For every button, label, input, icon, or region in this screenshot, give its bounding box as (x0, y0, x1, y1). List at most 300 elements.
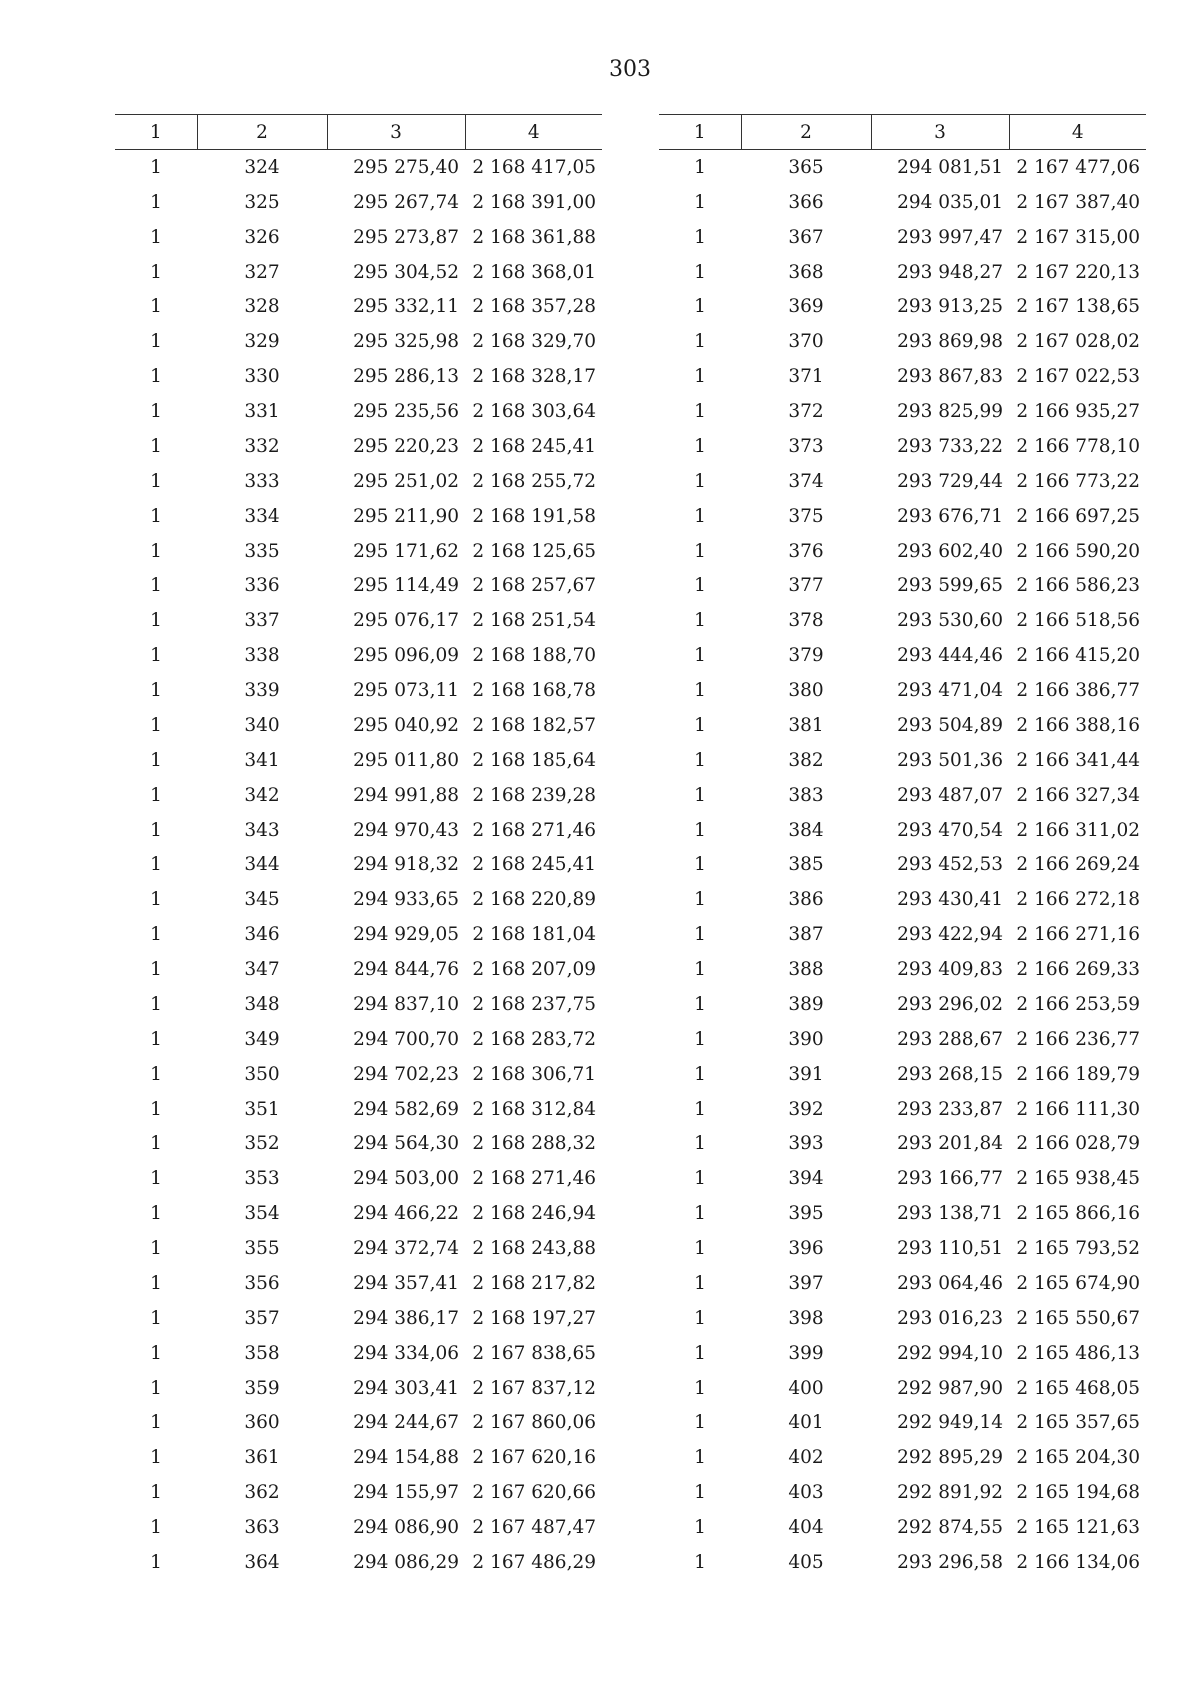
cell-x-coordinate: 294 837,10 (353, 993, 459, 1015)
cell-y-coordinate: 2 166 272,18 (1016, 889, 1140, 911)
cell-y-coordinate: 2 168 357,28 (472, 296, 596, 318)
cell-y-coordinate: 2 168 251,54 (472, 610, 596, 632)
cell-point-number: 358 (244, 1342, 280, 1364)
cell-col-1: 1 (694, 261, 706, 283)
cell-y-coordinate: 2 167 620,66 (472, 1482, 596, 1504)
cell-x-coordinate: 293 138,71 (897, 1203, 1003, 1225)
cell-col-1: 1 (150, 1028, 162, 1050)
cell-x-coordinate: 295 220,23 (353, 435, 459, 457)
cell-point-number: 354 (244, 1203, 280, 1225)
cell-y-coordinate: 2 168 391,00 (472, 191, 596, 213)
cell-col-1: 1 (694, 1168, 706, 1190)
cell-point-number: 346 (244, 924, 280, 946)
cell-col-1: 1 (694, 401, 706, 423)
cell-point-number: 331 (244, 401, 280, 423)
cell-y-coordinate: 2 168 245,41 (472, 435, 596, 457)
table-row (115, 290, 602, 325)
table-row (659, 1475, 1146, 1510)
table-row (659, 638, 1146, 673)
cell-point-number: 332 (244, 435, 280, 457)
cell-x-coordinate: 294 372,74 (353, 1238, 459, 1260)
cell-point-number: 338 (244, 645, 280, 667)
cell-point-number: 397 (788, 1272, 824, 1294)
table-row (659, 359, 1146, 394)
table-row (659, 1301, 1146, 1336)
cell-x-coordinate: 295 011,80 (353, 749, 459, 771)
cell-y-coordinate: 2 168 271,46 (472, 819, 596, 841)
cell-y-coordinate: 2 165 793,52 (1016, 1238, 1140, 1260)
table-row (659, 324, 1146, 359)
table-row (115, 499, 602, 534)
cell-point-number: 357 (244, 1307, 280, 1329)
cell-x-coordinate: 293 268,15 (897, 1063, 1003, 1085)
cell-x-coordinate: 293 602,40 (897, 540, 1003, 562)
cell-point-number: 337 (244, 610, 280, 632)
cell-x-coordinate: 295 235,56 (353, 401, 459, 423)
cell-point-number: 327 (244, 261, 280, 283)
cell-col-1: 1 (150, 1307, 162, 1329)
cell-col-1: 1 (694, 680, 706, 702)
cell-point-number: 348 (244, 993, 280, 1015)
cell-x-coordinate: 295 267,74 (353, 191, 459, 213)
cell-point-number: 335 (244, 540, 280, 562)
cell-point-number: 324 (244, 156, 280, 178)
cell-point-number: 355 (244, 1238, 280, 1260)
cell-point-number: 400 (788, 1377, 824, 1399)
cell-x-coordinate: 295 286,13 (353, 366, 459, 388)
cell-x-coordinate: 294 929,05 (353, 924, 459, 946)
table-header (659, 115, 1146, 150)
cell-x-coordinate: 294 334,06 (353, 1342, 459, 1364)
cell-y-coordinate: 2 168 237,75 (472, 993, 596, 1015)
cell-x-coordinate: 293 504,89 (897, 714, 1003, 736)
cell-point-number: 398 (788, 1307, 824, 1329)
table-body (115, 150, 602, 1580)
cell-x-coordinate: 293 444,46 (897, 645, 1003, 667)
table-row (659, 1266, 1146, 1301)
cell-x-coordinate: 293 867,83 (897, 366, 1003, 388)
cell-point-number: 368 (788, 261, 824, 283)
cell-x-coordinate: 293 430,41 (897, 889, 1003, 911)
column-header: 1 (659, 115, 741, 150)
table-row (659, 813, 1146, 848)
table-row (115, 1406, 602, 1441)
cell-point-number: 359 (244, 1377, 280, 1399)
cell-point-number: 401 (788, 1412, 824, 1434)
coordinates-table-left (115, 114, 602, 1580)
cell-point-number: 387 (788, 924, 824, 946)
table-row (115, 1545, 602, 1580)
cell-y-coordinate: 2 166 253,59 (1016, 993, 1140, 1015)
cell-col-1: 1 (150, 749, 162, 771)
cell-x-coordinate: 295 073,11 (353, 680, 459, 702)
table-row (659, 1057, 1146, 1092)
cell-col-1: 1 (694, 819, 706, 841)
cell-col-1: 1 (150, 296, 162, 318)
cell-y-coordinate: 2 167 387,40 (1016, 191, 1140, 213)
table-row (115, 1301, 602, 1336)
cell-col-1: 1 (150, 1412, 162, 1434)
cell-x-coordinate: 294 700,70 (353, 1028, 459, 1050)
table-row (659, 255, 1146, 290)
table-row (115, 255, 602, 290)
cell-col-1: 1 (694, 1482, 706, 1504)
cell-x-coordinate: 293 016,23 (897, 1307, 1003, 1329)
cell-x-coordinate: 293 201,84 (897, 1133, 1003, 1155)
cell-point-number: 369 (788, 296, 824, 318)
cell-y-coordinate: 2 168 361,88 (472, 226, 596, 248)
cell-point-number: 367 (788, 226, 824, 248)
cell-col-1: 1 (150, 1063, 162, 1085)
table-row (659, 290, 1146, 325)
cell-col-1: 1 (150, 1551, 162, 1573)
cell-point-number: 350 (244, 1063, 280, 1085)
table-row (659, 1127, 1146, 1162)
cell-point-number: 405 (788, 1551, 824, 1573)
cell-point-number: 328 (244, 296, 280, 318)
cell-y-coordinate: 2 167 220,13 (1016, 261, 1140, 283)
table-row (659, 1440, 1146, 1475)
table-row (659, 1336, 1146, 1371)
cell-col-1: 1 (694, 1377, 706, 1399)
cell-x-coordinate: 293 869,98 (897, 331, 1003, 353)
cell-y-coordinate: 2 168 182,57 (472, 714, 596, 736)
cell-col-1: 1 (694, 749, 706, 771)
cell-x-coordinate: 293 530,60 (897, 610, 1003, 632)
cell-y-coordinate: 2 166 697,25 (1016, 505, 1140, 527)
table-row (115, 569, 602, 604)
cell-col-1: 1 (694, 924, 706, 946)
cell-point-number: 389 (788, 993, 824, 1015)
table-row (115, 429, 602, 464)
cell-point-number: 377 (788, 575, 824, 597)
cell-y-coordinate: 2 168 257,67 (472, 575, 596, 597)
cell-point-number: 381 (788, 714, 824, 736)
table-row (659, 708, 1146, 743)
cell-point-number: 361 (244, 1447, 280, 1469)
cell-col-1: 1 (694, 1412, 706, 1434)
cell-x-coordinate: 295 211,90 (353, 505, 459, 527)
cell-y-coordinate: 2 166 388,16 (1016, 714, 1140, 736)
table-row (115, 708, 602, 743)
cell-point-number: 342 (244, 784, 280, 806)
table-row (115, 185, 602, 220)
cell-x-coordinate: 293 913,25 (897, 296, 1003, 318)
cell-x-coordinate: 294 503,00 (353, 1168, 459, 1190)
table-row (115, 673, 602, 708)
cell-y-coordinate: 2 168 417,05 (472, 156, 596, 178)
cell-x-coordinate: 294 918,32 (353, 854, 459, 876)
table-row (659, 220, 1146, 255)
cell-col-1: 1 (694, 1307, 706, 1329)
cell-y-coordinate: 2 167 138,65 (1016, 296, 1140, 318)
table-row (659, 1371, 1146, 1406)
cell-x-coordinate: 294 357,41 (353, 1272, 459, 1294)
cell-point-number: 330 (244, 366, 280, 388)
table-row (659, 1231, 1146, 1266)
column-header: 2 (741, 115, 871, 150)
cell-col-1: 1 (150, 1342, 162, 1364)
column-header: 1 (115, 115, 197, 150)
page-number: 303 (609, 57, 651, 82)
cell-col-1: 1 (150, 575, 162, 597)
cell-y-coordinate: 2 167 838,65 (472, 1342, 596, 1364)
cell-y-coordinate: 2 168 243,88 (472, 1238, 596, 1260)
cell-col-1: 1 (694, 1203, 706, 1225)
cell-y-coordinate: 2 165 486,13 (1016, 1342, 1140, 1364)
cell-x-coordinate: 294 933,65 (353, 889, 459, 911)
cell-y-coordinate: 2 167 860,06 (472, 1412, 596, 1434)
cell-col-1: 1 (694, 854, 706, 876)
cell-y-coordinate: 2 166 236,77 (1016, 1028, 1140, 1050)
cell-y-coordinate: 2 166 311,02 (1016, 819, 1140, 841)
cell-x-coordinate: 294 702,23 (353, 1063, 459, 1085)
cell-x-coordinate: 294 386,17 (353, 1307, 459, 1329)
cell-col-1: 1 (694, 191, 706, 213)
cell-y-coordinate: 2 168 368,01 (472, 261, 596, 283)
cell-x-coordinate: 294 466,22 (353, 1203, 459, 1225)
cell-x-coordinate: 293 409,83 (897, 959, 1003, 981)
cell-point-number: 394 (788, 1168, 824, 1190)
cell-x-coordinate: 293 825,99 (897, 401, 1003, 423)
cell-col-1: 1 (694, 959, 706, 981)
cell-x-coordinate: 293 676,71 (897, 505, 1003, 527)
cell-point-number: 366 (788, 191, 824, 213)
cell-y-coordinate: 2 166 778,10 (1016, 435, 1140, 457)
cell-x-coordinate: 294 991,88 (353, 784, 459, 806)
cell-x-coordinate: 292 994,10 (897, 1342, 1003, 1364)
cell-y-coordinate: 2 168 217,82 (472, 1272, 596, 1294)
cell-x-coordinate: 293 487,07 (897, 784, 1003, 806)
cell-col-1: 1 (694, 645, 706, 667)
cell-y-coordinate: 2 166 518,56 (1016, 610, 1140, 632)
cell-y-coordinate: 2 166 269,24 (1016, 854, 1140, 876)
cell-y-coordinate: 2 167 022,53 (1016, 366, 1140, 388)
table-row (659, 673, 1146, 708)
cell-point-number: 378 (788, 610, 824, 632)
cell-y-coordinate: 2 167 620,16 (472, 1447, 596, 1469)
table-row (115, 1475, 602, 1510)
cell-x-coordinate: 295 040,92 (353, 714, 459, 736)
cell-col-1: 1 (150, 1517, 162, 1539)
cell-point-number: 374 (788, 470, 824, 492)
cell-point-number: 390 (788, 1028, 824, 1050)
cell-x-coordinate: 293 997,47 (897, 226, 1003, 248)
cell-y-coordinate: 2 168 303,64 (472, 401, 596, 423)
cell-y-coordinate: 2 168 188,70 (472, 645, 596, 667)
cell-col-1: 1 (694, 1133, 706, 1155)
cell-col-1: 1 (694, 575, 706, 597)
cell-col-1: 1 (150, 889, 162, 911)
cell-x-coordinate: 292 987,90 (897, 1377, 1003, 1399)
cell-x-coordinate: 293 296,02 (897, 993, 1003, 1015)
cell-x-coordinate: 293 166,77 (897, 1168, 1003, 1190)
cell-x-coordinate: 294 303,41 (353, 1377, 459, 1399)
table-body (659, 150, 1146, 1580)
table-row (659, 603, 1146, 638)
cell-x-coordinate: 293 729,44 (897, 470, 1003, 492)
table-row (115, 882, 602, 917)
cell-y-coordinate: 2 166 028,79 (1016, 1133, 1140, 1155)
cell-x-coordinate: 294 244,67 (353, 1412, 459, 1434)
table-row (115, 150, 602, 185)
cell-y-coordinate: 2 165 194,68 (1016, 1482, 1140, 1504)
cell-x-coordinate: 294 844,76 (353, 959, 459, 981)
cell-y-coordinate: 2 168 283,72 (472, 1028, 596, 1050)
cell-point-number: 325 (244, 191, 280, 213)
cell-y-coordinate: 2 165 674,90 (1016, 1272, 1140, 1294)
cell-x-coordinate: 292 949,14 (897, 1412, 1003, 1434)
cell-point-number: 356 (244, 1272, 280, 1294)
cell-col-1: 1 (694, 993, 706, 1015)
cell-x-coordinate: 295 171,62 (353, 540, 459, 562)
cell-x-coordinate: 294 154,88 (353, 1447, 459, 1469)
cell-col-1: 1 (150, 714, 162, 736)
cell-x-coordinate: 293 296,58 (897, 1551, 1003, 1573)
table-row (659, 1022, 1146, 1057)
cell-y-coordinate: 2 168 306,71 (472, 1063, 596, 1085)
table-row (115, 1371, 602, 1406)
cell-y-coordinate: 2 167 028,02 (1016, 331, 1140, 353)
cell-col-1: 1 (150, 1238, 162, 1260)
cell-x-coordinate: 293 470,54 (897, 819, 1003, 841)
table-row (659, 952, 1146, 987)
table-row (115, 1196, 602, 1231)
cell-col-1: 1 (150, 610, 162, 632)
cell-y-coordinate: 2 168 288,32 (472, 1133, 596, 1155)
cell-y-coordinate: 2 168 312,84 (472, 1098, 596, 1120)
table-row (659, 569, 1146, 604)
table-row (115, 1336, 602, 1371)
cell-x-coordinate: 294 970,43 (353, 819, 459, 841)
cell-x-coordinate: 294 035,01 (897, 191, 1003, 213)
cell-y-coordinate: 2 165 121,63 (1016, 1517, 1140, 1539)
cell-col-1: 1 (150, 924, 162, 946)
cell-x-coordinate: 295 275,40 (353, 156, 459, 178)
cell-y-coordinate: 2 165 938,45 (1016, 1168, 1140, 1190)
cell-x-coordinate: 295 076,17 (353, 610, 459, 632)
cell-col-1: 1 (150, 1272, 162, 1294)
table-row (115, 952, 602, 987)
cell-point-number: 382 (788, 749, 824, 771)
cell-x-coordinate: 293 948,27 (897, 261, 1003, 283)
cell-col-1: 1 (150, 191, 162, 213)
cell-x-coordinate: 295 332,11 (353, 296, 459, 318)
cell-point-number: 363 (244, 1517, 280, 1539)
cell-point-number: 365 (788, 156, 824, 178)
cell-y-coordinate: 2 167 837,12 (472, 1377, 596, 1399)
cell-point-number: 326 (244, 226, 280, 248)
table-row (659, 1545, 1146, 1580)
table-row (659, 1196, 1146, 1231)
cell-x-coordinate: 295 273,87 (353, 226, 459, 248)
cell-col-1: 1 (150, 435, 162, 457)
cell-x-coordinate: 293 422,94 (897, 924, 1003, 946)
cell-x-coordinate: 293 452,53 (897, 854, 1003, 876)
table-row (115, 1161, 602, 1196)
cell-y-coordinate: 2 168 239,28 (472, 784, 596, 806)
cell-y-coordinate: 2 166 386,77 (1016, 680, 1140, 702)
coordinates-table-right (659, 114, 1146, 1580)
cell-y-coordinate: 2 165 550,67 (1016, 1307, 1140, 1329)
cell-point-number: 339 (244, 680, 280, 702)
cell-point-number: 399 (788, 1342, 824, 1364)
cell-point-number: 360 (244, 1412, 280, 1434)
cell-col-1: 1 (694, 226, 706, 248)
cell-y-coordinate: 2 166 935,27 (1016, 401, 1140, 423)
cell-col-1: 1 (694, 1342, 706, 1364)
table-row (659, 1510, 1146, 1545)
table-row (115, 1092, 602, 1127)
cell-col-1: 1 (150, 261, 162, 283)
table-row (659, 534, 1146, 569)
cell-y-coordinate: 2 168 271,46 (472, 1168, 596, 1190)
table-row (659, 499, 1146, 534)
table-row (659, 1161, 1146, 1196)
cell-y-coordinate: 2 166 586,23 (1016, 575, 1140, 597)
cell-point-number: 396 (788, 1238, 824, 1260)
cell-y-coordinate: 2 168 245,41 (472, 854, 596, 876)
cell-y-coordinate: 2 168 168,78 (472, 680, 596, 702)
cell-y-coordinate: 2 168 328,17 (472, 366, 596, 388)
cell-point-number: 353 (244, 1168, 280, 1190)
cell-point-number: 379 (788, 645, 824, 667)
cell-col-1: 1 (150, 993, 162, 1015)
cell-col-1: 1 (694, 1028, 706, 1050)
column-header: 4 (465, 115, 602, 150)
cell-y-coordinate: 2 168 185,64 (472, 749, 596, 771)
cell-col-1: 1 (150, 331, 162, 353)
cell-x-coordinate: 294 582,69 (353, 1098, 459, 1120)
cell-point-number: 341 (244, 749, 280, 771)
cell-col-1: 1 (694, 1063, 706, 1085)
cell-point-number: 370 (788, 331, 824, 353)
cell-col-1: 1 (694, 296, 706, 318)
cell-y-coordinate: 2 168 329,70 (472, 331, 596, 353)
cell-col-1: 1 (150, 1482, 162, 1504)
cell-x-coordinate: 293 501,36 (897, 749, 1003, 771)
table-row (115, 220, 602, 255)
cell-col-1: 1 (694, 156, 706, 178)
cell-point-number: 352 (244, 1133, 280, 1155)
table-row (115, 1440, 602, 1475)
cell-x-coordinate: 293 288,67 (897, 1028, 1003, 1050)
cell-y-coordinate: 2 166 269,33 (1016, 959, 1140, 981)
cell-col-1: 1 (694, 1272, 706, 1294)
table-row (115, 1127, 602, 1162)
cell-x-coordinate: 294 081,51 (897, 156, 1003, 178)
column-header: 2 (197, 115, 327, 150)
cell-point-number: 362 (244, 1482, 280, 1504)
table-row (659, 917, 1146, 952)
cell-point-number: 351 (244, 1098, 280, 1120)
cell-y-coordinate: 2 167 315,00 (1016, 226, 1140, 248)
table-row (659, 1406, 1146, 1441)
table-row (115, 394, 602, 429)
table-row (659, 429, 1146, 464)
cell-y-coordinate: 2 166 271,16 (1016, 924, 1140, 946)
table-row (659, 1092, 1146, 1127)
cell-point-number: 393 (788, 1133, 824, 1155)
table-row (659, 394, 1146, 429)
cell-point-number: 395 (788, 1203, 824, 1225)
table-row (115, 464, 602, 499)
cell-x-coordinate: 295 114,49 (353, 575, 459, 597)
cell-x-coordinate: 292 874,55 (897, 1517, 1003, 1539)
cell-x-coordinate: 293 064,46 (897, 1272, 1003, 1294)
cell-y-coordinate: 2 168 125,65 (472, 540, 596, 562)
cell-point-number: 345 (244, 889, 280, 911)
